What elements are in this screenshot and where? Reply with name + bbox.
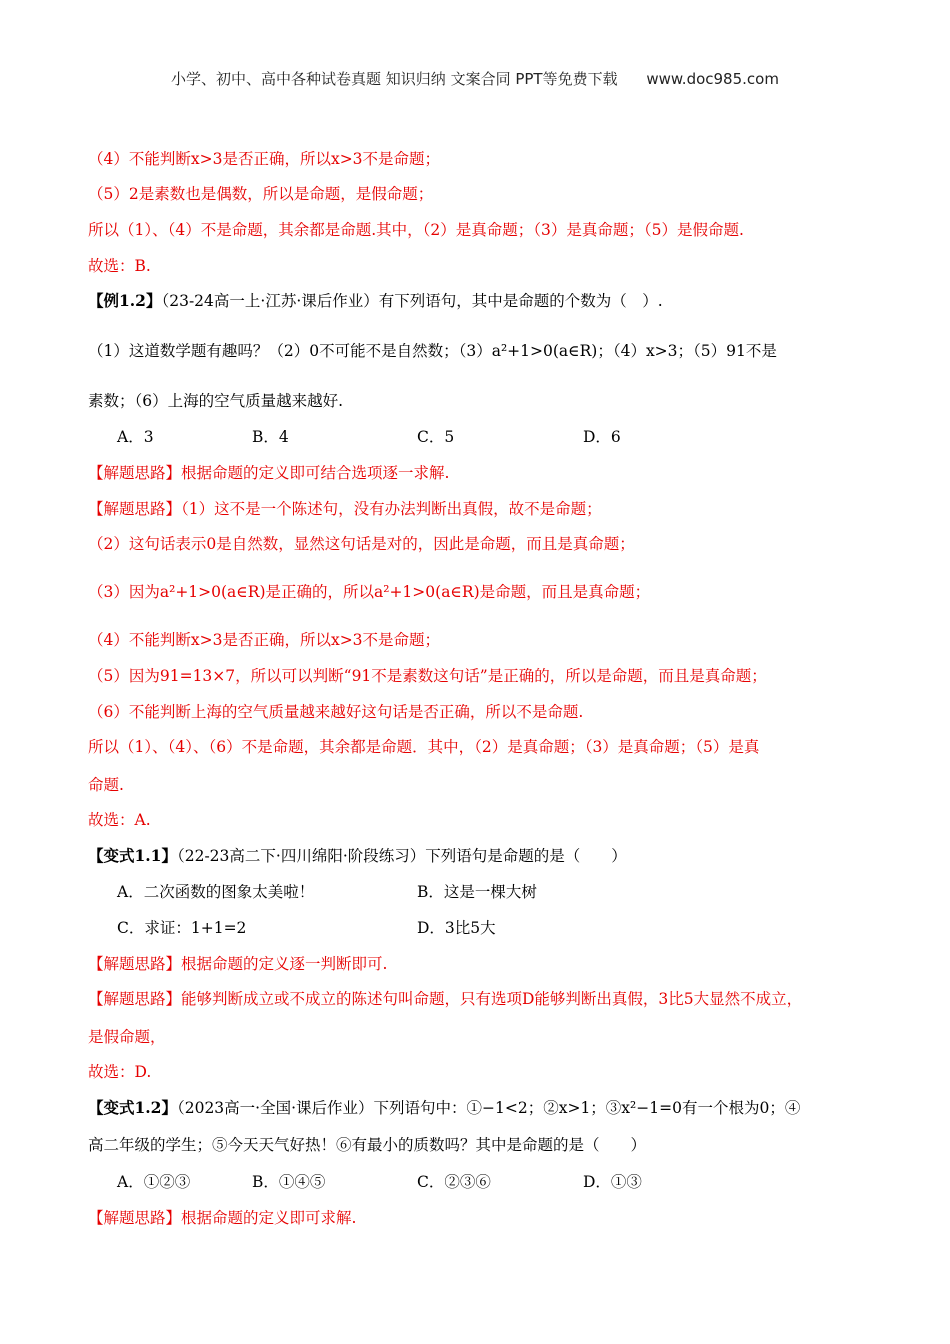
header-text: 小学、初中、高中各种试卷真题 知识归纳 文案合同 PPT等免费下载 <box>171 70 618 88</box>
example-summary-1: 所以（1）、（4）、（6）不是命题，其余都是命题．其中，（2）是真命题；（3）是真命题；（5）是真 <box>88 738 760 756</box>
example-stem-line1: （1）这道数学题有趣吗？（2）0不可能不是自然数；（3）a²+1>0(a∈R)；（4）x>3；（5）91不是 <box>88 342 777 360</box>
variant-1-2-option-b: B．①④⑤ <box>252 1173 326 1191</box>
variant-1-1-answer: 故选：D. <box>88 1063 152 1081</box>
example-option-b: B．4 <box>252 428 289 446</box>
example-idea: 【解题思路】根据命题的定义即可结合选项逐一求解. <box>88 464 450 482</box>
example-solution-4: （4）不能判断x>3是否正确，所以x>3不是命题； <box>88 631 441 649</box>
variant-1-1-header <box>88 844 627 866</box>
example-solution-2: （2）这句话表示0是自然数，显然这句话是对的，因此是命题，而且是真命题； <box>88 535 635 553</box>
variant-1-1-source: （22-23高二下·四川绵阳·阶段练习）下列语句是命题的是（ ） <box>176 847 627 865</box>
prev-answer: 故选：B. <box>88 257 151 275</box>
variant-1-2-tag: 【变式1.2】 <box>88 1098 177 1117</box>
example-option-d: D．6 <box>583 428 621 446</box>
prev-line-5: （5）2是素数也是偶数，所以是命题，是假命题； <box>88 185 434 203</box>
example-answer: 故选：A. <box>88 811 151 829</box>
example-summary-2: 命题. <box>88 776 124 794</box>
variant-1-1-idea: 【解题思路】根据命题的定义逐一判断即可. <box>88 955 388 973</box>
variant-1-2-source-line2: 高二年级的学生；⑤今天天气好热！⑥有最小的质数吗？其中是命题的是（ ） <box>88 1136 647 1154</box>
variant-1-2-header <box>88 1096 800 1118</box>
variant-1-1-option-c: C．求证：1+1=2 <box>117 919 247 937</box>
example-solution-1: 【解题思路】（1）这不是一个陈述句，没有办法判断出真假，故不是命题； <box>88 500 602 518</box>
example-solution-3: （3）因为a²+1>0(a∈R)是正确的，所以a²+1>0(a∈R)是命题，而且是真命题； <box>88 583 651 601</box>
header-site: www.doc985.com <box>646 70 779 88</box>
example-solution-6: （6）不能判断上海的空气质量越来越好这句话是否正确，所以不是命题. <box>88 703 584 721</box>
example-tag: 【例1.2】 <box>88 291 162 310</box>
variant-1-2-source-line1: （2023高一·全国·课后作业）下列语句中：①−1<2；②x>1；③x²−1=0有一个根为0；④ <box>176 1099 801 1117</box>
example-1-2-header <box>88 289 663 311</box>
variant-1-1-solution-2: 是假命题， <box>88 1028 166 1046</box>
variant-1-1-option-b: B．这是一棵大树 <box>417 883 537 901</box>
example-source: （23-24高一上·江苏·课后作业）有下列语句，其中是命题的个数为（ ）. <box>161 292 663 310</box>
variant-1-1-option-a: A．二次函数的图象太美啦！ <box>117 883 315 901</box>
variant-1-2-option-c: C．②③⑥ <box>417 1173 491 1191</box>
example-stem-line2: 素数；（6）上海的空气质量越来越好. <box>88 392 344 410</box>
prev-summary: 所以（1）、（4）不是命题，其余都是命题.其中，（2）是真命题；（3）是真命题；（5）是假命题. <box>88 221 744 239</box>
example-option-c: C．5 <box>417 428 455 446</box>
variant-1-1-tag: 【变式1.1】 <box>88 846 177 865</box>
variant-1-1-option-d: D．3比5大 <box>417 919 496 937</box>
variant-1-1-solution-1: 【解题思路】能够判断成立或不成立的陈述句叫命题，只有选项D能够判断出真假，3比5大显然不成立， <box>88 990 803 1008</box>
prev-line-4: （4）不能判断x>3是否正确，所以x>3不是命题； <box>88 150 441 168</box>
example-option-a: A．3 <box>117 428 154 446</box>
variant-1-2-option-a: A．①②③ <box>117 1173 191 1191</box>
page-header <box>0 68 950 89</box>
variant-1-2-idea: 【解题思路】根据命题的定义即可求解. <box>88 1209 357 1227</box>
example-solution-5: （5）因为91=13×7，所以可以判断“91不是素数这句话”是正确的，所以是命题，而且是真命题； <box>88 667 767 685</box>
variant-1-2-option-d: D．①③ <box>583 1173 642 1191</box>
